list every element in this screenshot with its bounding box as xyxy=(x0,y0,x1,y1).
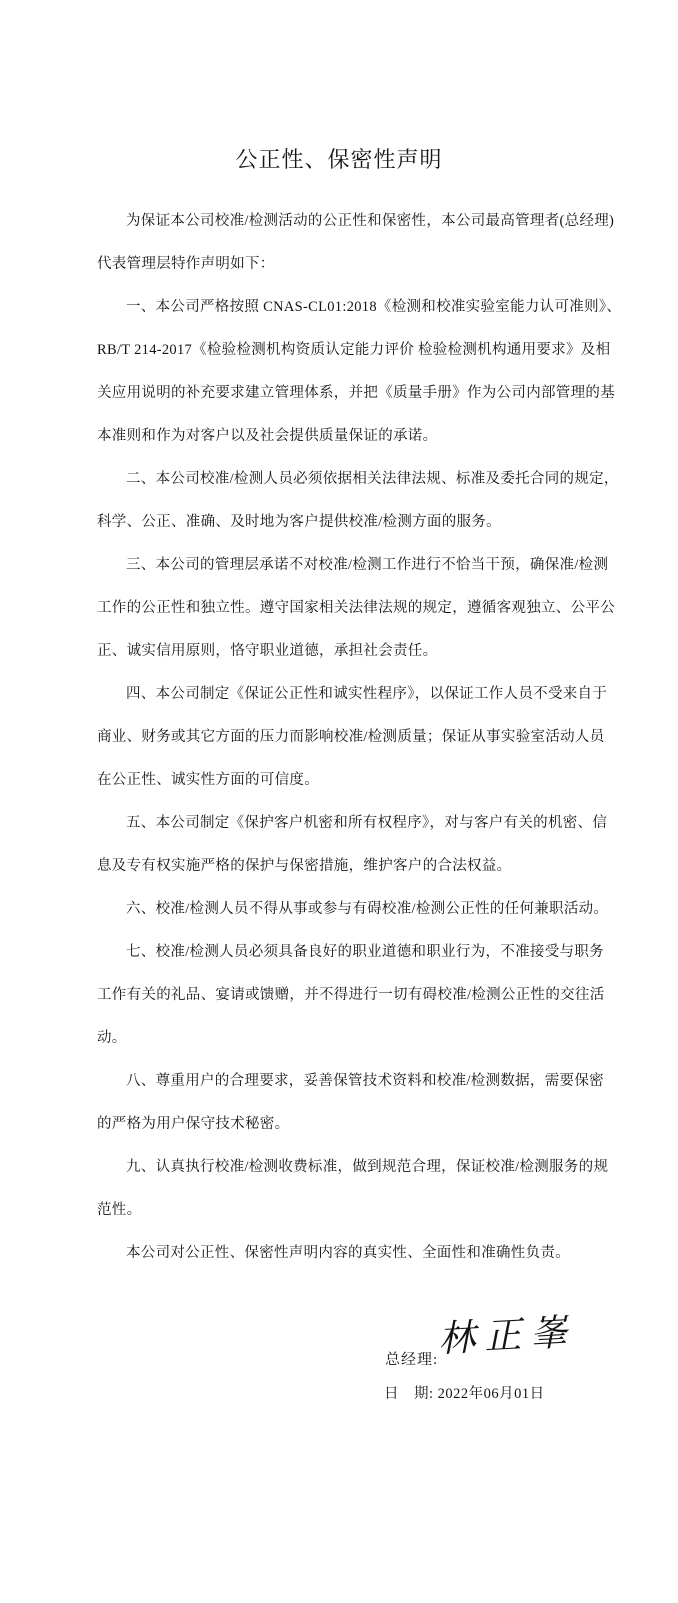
body-line: 二、本公司校准/检测人员必须依据相关法律法规、标准及委托合同的规定， xyxy=(126,471,619,487)
body-line: 四、本公司制定《保证公正性和诚实性程序》，以保证工作人员不受来自于 xyxy=(126,686,608,702)
body-line: 八、尊重用户的合理要求，妥善保管技术资料和校准/检测数据，需要保密 xyxy=(126,1073,604,1089)
body-line: RB/T 214-2017《检验检测机构资质认定能力评价 检验检测机构通用要求》及相 xyxy=(97,342,611,358)
body-line: 工作的公正性和独立性。遵守国家相关法律法规的规定，遵循客观独立、公平公 xyxy=(97,600,615,616)
body-line: 商业、财务或其它方面的压力而影响校准/检测质量；保证从事实验室活动人员 xyxy=(97,729,605,745)
body-line: 五、本公司制定《保护客户机密和所有权程序》，对与客户有关的机密、信 xyxy=(126,815,608,831)
body-line: 七、校准/检测人员必须具备良好的职业道德和职业行为，不准接受与职务 xyxy=(126,944,604,960)
body-line: 三、本公司的管理层承诺不对校准/检测工作进行不恰当干预，确保准/检测 xyxy=(126,557,609,573)
signature-handwriting: 林正峯 xyxy=(437,1310,578,1361)
document-body xyxy=(97,200,637,1275)
body-line: 动。 xyxy=(97,1030,127,1046)
document-title: 公正性、保密性声明 xyxy=(235,147,443,172)
body-line: 九、认真执行校准/检测收费标准，做到规范合理，保证校准/检测服务的规 xyxy=(126,1159,609,1175)
body-line: 本准则和作为对客户以及社会提供质量保证的承诺。 xyxy=(97,428,438,444)
body-line: 工作有关的礼品、宴请或馈赠，并不得进行一切有碍校准/检测公正性的交往活 xyxy=(97,987,605,1003)
body-line: 科学、公正、准确、及时地为客户提供校准/检测方面的服务。 xyxy=(97,514,501,530)
signature-role-label: 总经理: xyxy=(385,1352,439,1368)
body-line: 本公司对公正性、保密性声明内容的真实性、全面性和准确性负责。 xyxy=(126,1245,570,1261)
body-line: 一、本公司严格按照 CNAS-CL01:2018《检测和校准实验室能力认可准则》、 xyxy=(126,299,622,315)
body-line: 息及专有权实施严格的保护与保密措施，维护客户的合法权益。 xyxy=(97,858,512,874)
body-line: 在公正性、诚实性方面的可信度。 xyxy=(97,772,319,788)
body-line: 代表管理层特作声明如下： xyxy=(97,256,275,272)
body-line: 正、诚实信用原则，恪守职业道德，承担社会责任。 xyxy=(97,643,438,659)
body-line: 六、校准/检测人员不得从事或参与有碍校准/检测公正性的任何兼职活动。 xyxy=(126,901,609,917)
body-line: 为保证本公司校准/检测活动的公正性和保密性，本公司最高管理者(总经理) xyxy=(126,213,615,229)
body-line: 范性。 xyxy=(97,1202,142,1218)
body-line: 的严格为用户保守技术秘密。 xyxy=(97,1116,290,1132)
date-line: 日 期: 2022年06月01日 xyxy=(384,1386,545,1402)
body-line: 关应用说明的补充要求建立管理体系，并把《质量手册》作为公司内部管理的基 xyxy=(97,385,615,401)
